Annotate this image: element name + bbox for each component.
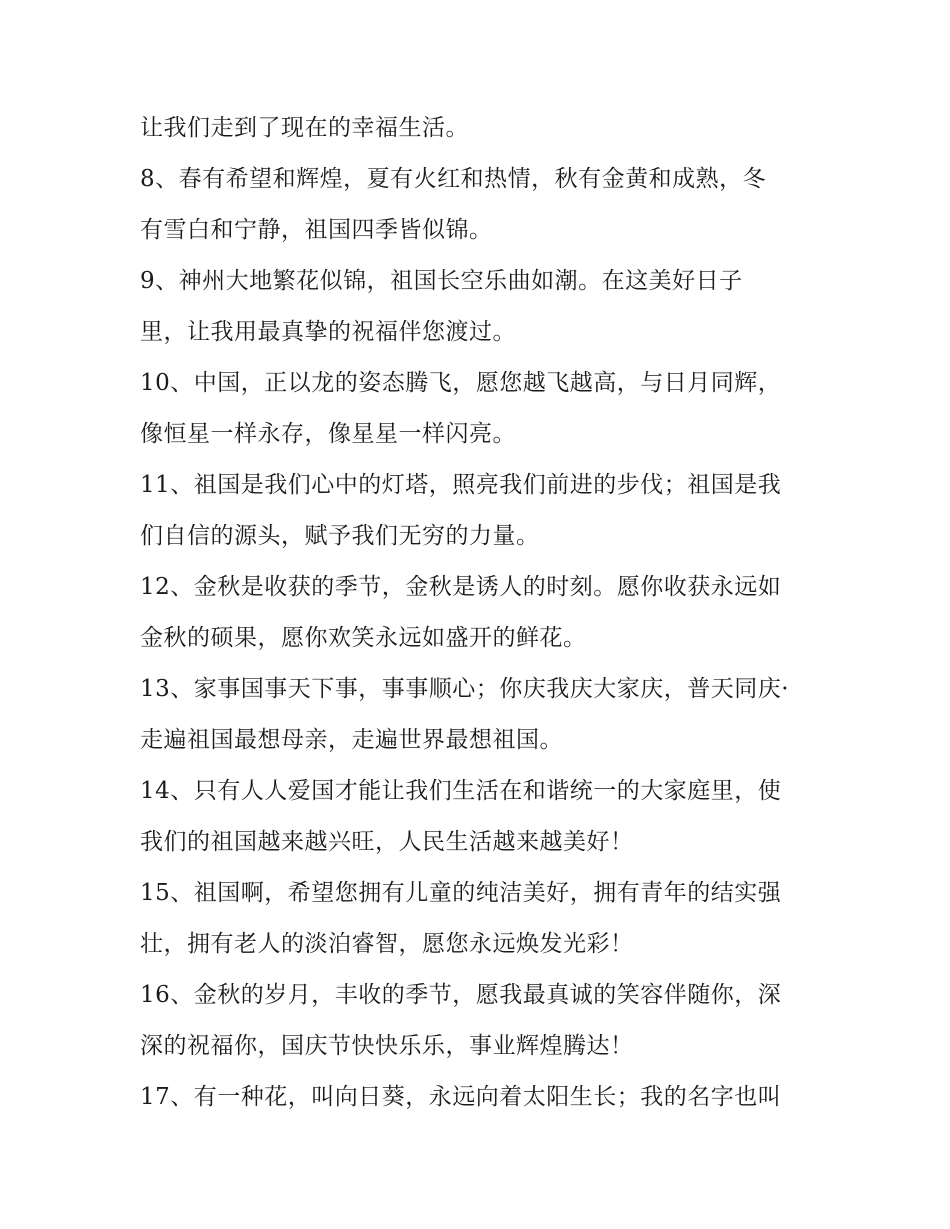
text-line-16: 15、祖国啊，希望您拥有儿童的纯洁美好，拥有青年的结实强	[140, 880, 782, 906]
text-line-20: 17、有一种花，叫向日葵，永远向着太阳生长；我的名字也叫	[140, 1084, 782, 1110]
text-line-7: 像恒星一样永存，像星星一样闪亮。	[140, 421, 516, 447]
document-body	[140, 103, 830, 1123]
text-line-11: 金秋的硕果，愿你欢笑永远如盛开的鲜花。	[140, 625, 587, 651]
text-line-6: 10、中国，正以龙的姿态腾飞，愿您越飞越高，与日月同辉，	[140, 370, 782, 396]
text-line-15: 我们的祖国越来越兴旺，人民生活越来越美好！	[140, 829, 634, 855]
text-line-4: 9、神州大地繁花似锦，祖国长空乐曲如潮。在这美好日子	[140, 268, 743, 294]
text-line-17: 壮，拥有老人的淡泊睿智，愿您永远焕发光彩！	[140, 931, 634, 957]
text-line-1: 让我们走到了现在的幸福生活。	[140, 115, 469, 141]
text-line-8: 11、祖国是我们心中的灯塔，照亮我们前进的步伐；祖国是我	[140, 472, 782, 498]
text-line-5: 里，让我用最真挚的祝福伴您渡过。	[140, 319, 516, 345]
text-line-12: 13、家事国事天下事，事事顺心；你庆我庆大家庆，普天同庆·	[140, 676, 790, 702]
text-line-13: 走遍祖国最想母亲，走遍世界最想祖国。	[140, 727, 563, 753]
text-line-14: 14、只有人人爱国才能让我们生活在和谐统一的大家庭里，使	[140, 778, 782, 804]
text-line-3: 有雪白和宁静，祖国四季皆似锦。	[140, 217, 493, 243]
text-line-10: 12、金秋是收获的季节，金秋是诱人的时刻。愿你收获永远如	[140, 574, 782, 600]
text-line-2: 8、春有希望和辉煌，夏有火红和热情，秋有金黄和成熟，冬	[140, 166, 767, 192]
text-line-18: 16、金秋的岁月，丰收的季节，愿我最真诚的笑容伴随你，深	[140, 982, 782, 1008]
text-line-19: 深的祝福你，国庆节快快乐乐，事业辉煌腾达！	[140, 1033, 634, 1059]
text-line-9: 们自信的源头，赋予我们无穷的力量。	[140, 523, 540, 549]
